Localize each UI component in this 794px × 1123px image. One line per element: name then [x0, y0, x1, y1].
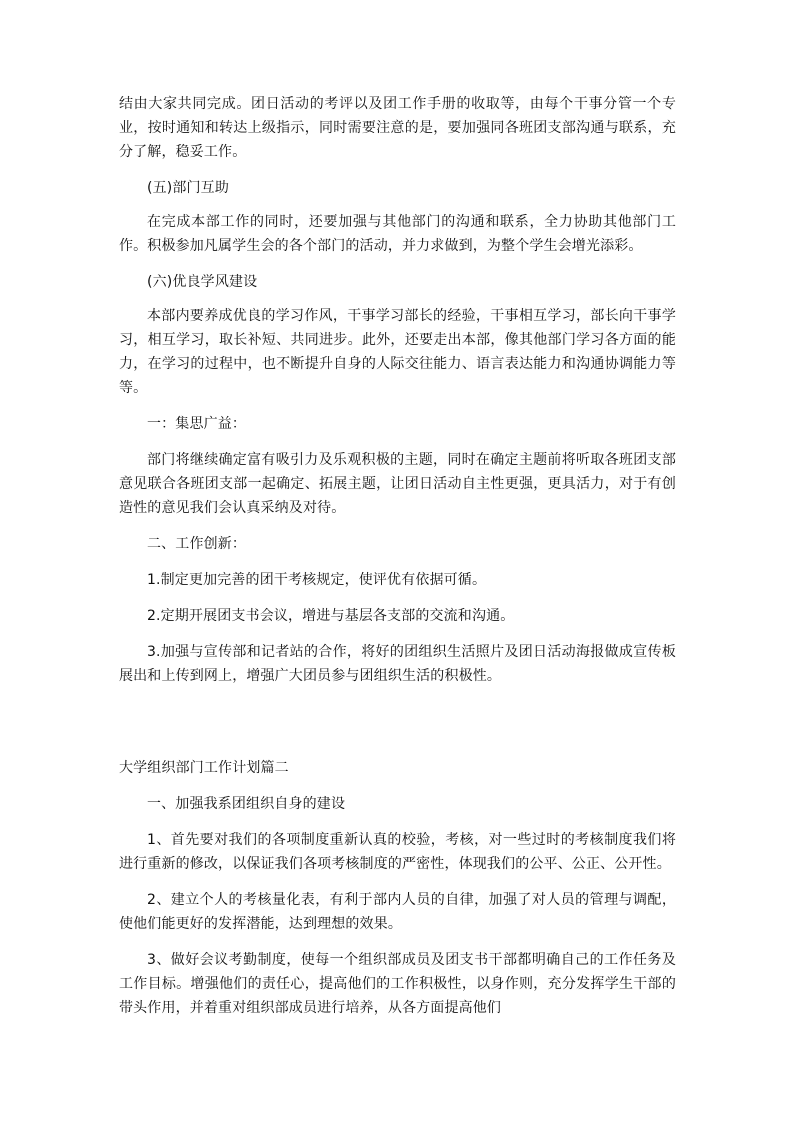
subheading: 一、加强我系团组织自身的建设	[147, 796, 346, 812]
subheading: 一：集思广益：	[147, 416, 247, 432]
list-item: 2.定期开展团支书会议，增进与基层各支部的交流和沟通。	[147, 608, 515, 624]
paragraph: 部门将继续确定富有吸引力及乐观积极的主题，同时在确定主题前将听取各班团支部意见联合各班团支部一起确定、拓展主题，让团日活动自主性更强，更具活力，对于有创造性的意见我们会认真采纳及对待。	[119, 452, 676, 516]
subheading: (六)优良学风建设	[147, 274, 258, 290]
paragraph: 1、首先要对我们的各项制度重新认真的校验，考核，对一些过时的考核制度我们将进行重新的修改，以保证我们各项考核制度的严密性，体现我们的公平、公正、公开性。	[119, 832, 676, 872]
section-title: 大学组织部门工作计划篇二	[119, 760, 289, 776]
paragraph: 在完成本部工作的同时，还要加强与其他部门的沟通和联系，全力协助其他部门工作。积极参加凡属学生会的各个部门的活动，并力求做到，为整个学生会增光添彩。	[119, 214, 676, 254]
paragraph: 2、建立个人的考核量化表，有利于部内人员的自律，加强了对人员的管理与调配，使他们能更好的发挥潜能，达到理想的效果。	[119, 892, 676, 932]
section-spacer	[119, 700, 676, 756]
document-page	[119, 92, 676, 1032]
subheading: 二、工作创新：	[147, 536, 247, 552]
list-item: 1.制定更加完善的团干考核规定，使评优有依据可循。	[147, 572, 487, 588]
paragraph: 本部内要养成优良的学习作风，干事学习部长的经验，干事相互学习，部长向干事学习，相互学习，取长补短、共同进步。此外，还要走出本部，像其他部门学习各方面的能力，在学习的过程中，也不断提升自身的人际交往能力、语言表达能力和沟通协调能力等等。	[119, 308, 676, 396]
list-item: 3.加强与宣传部和记者站的合作，将好的团组织生活照片及团日活动海报做成宣传板展出和上传到网上，增强广大团员参与团组织生活的积极性。	[119, 644, 676, 684]
paragraph: 结由大家共同完成。团日活动的考评以及团工作手册的收取等，由每个干事分管一个专业，按时通知和转达上级指示，同时需要注意的是，要加强同各班团支部沟通与联系，充分了解，稳妥工作。	[119, 96, 676, 160]
subheading: (五)部门互助	[147, 180, 229, 196]
paragraph: 3、做好会议考勤制度，使每一个组织部成员及团支书干部都明确自己的工作任务及工作目标。增强他们的责任心，提高他们的工作积极性，以身作则，充分发挥学生干部的带头作用，并着重对组织部成员进行培养，从各方面提高他们	[119, 952, 676, 1016]
